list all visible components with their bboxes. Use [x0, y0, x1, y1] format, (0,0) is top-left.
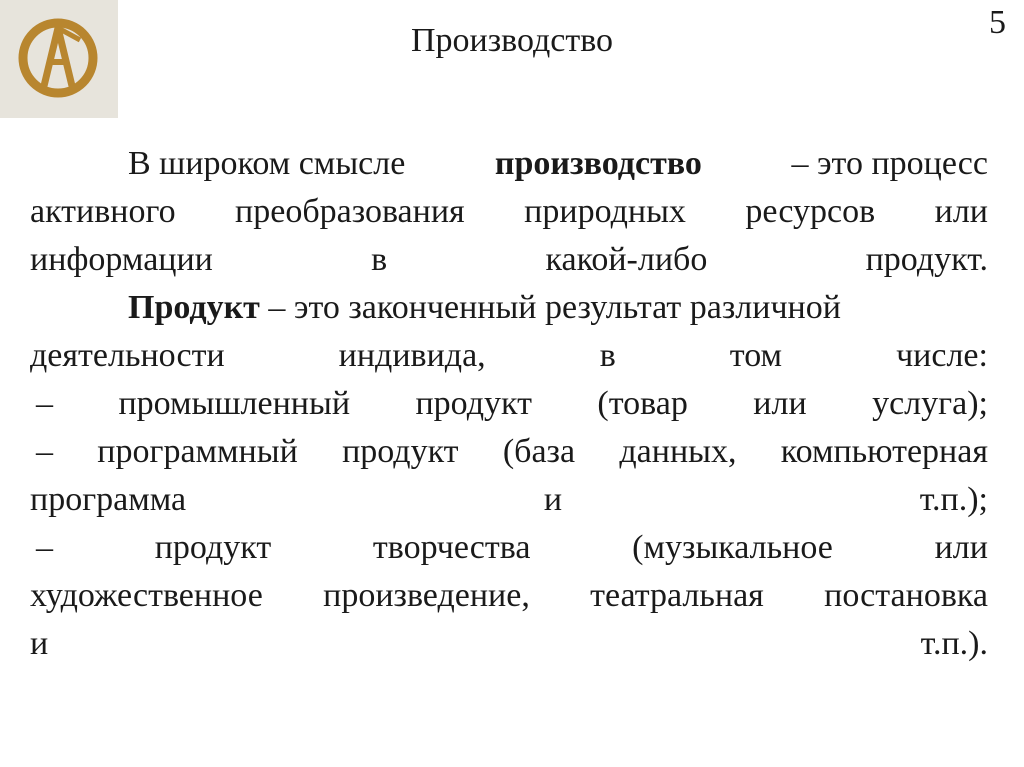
word: т.п.);: [919, 481, 988, 518]
word: индивида,: [338, 337, 486, 374]
dash-marker: –: [36, 385, 53, 422]
list-item: [30, 428, 988, 476]
word: природных: [524, 193, 686, 230]
term-product: Продукт: [128, 289, 260, 326]
word: (товар: [597, 385, 688, 422]
text-segment: – это законченный результат различной: [268, 289, 841, 326]
word: том: [729, 337, 783, 374]
word: постановка: [824, 577, 988, 614]
term-production: производство: [494, 145, 702, 182]
list-item: [30, 380, 988, 428]
word: продукт: [415, 385, 532, 422]
text-segment: – это процесс: [791, 145, 988, 182]
word: информации: [30, 241, 213, 278]
list-item: [30, 524, 988, 572]
text-line: [30, 236, 988, 284]
word: в: [371, 241, 388, 278]
word: или: [934, 529, 988, 566]
text-line: [30, 284, 988, 332]
word: программный: [97, 433, 298, 470]
word: театральная: [590, 577, 764, 614]
word: (база: [502, 433, 576, 470]
word: (музыкальное: [632, 529, 833, 566]
word: или: [753, 385, 807, 422]
word: числе:: [896, 337, 988, 374]
word: компьютерная: [780, 433, 988, 470]
dash-marker: –: [36, 433, 53, 470]
dash-marker: –: [36, 529, 53, 566]
word: данных,: [619, 433, 737, 470]
text-line: [30, 620, 988, 668]
word: продукт: [342, 433, 459, 470]
word: активного: [30, 193, 176, 230]
text-line: [30, 188, 988, 236]
text-line: [30, 476, 988, 524]
slide-title: Производство: [410, 22, 614, 59]
word: творчества: [372, 529, 531, 566]
text-line: [30, 332, 988, 380]
word: в: [599, 337, 616, 374]
word: какой-либо: [545, 241, 708, 278]
word: промышленный: [118, 385, 351, 422]
word: продукт: [154, 529, 272, 566]
word: произведение,: [323, 577, 530, 614]
word: деятельности: [30, 337, 225, 374]
text-line: [30, 572, 988, 620]
word: услуга);: [872, 385, 988, 422]
word: продукт.: [865, 241, 988, 278]
word: или: [934, 193, 988, 230]
word: преобразования: [235, 193, 465, 230]
slide-body: [30, 140, 988, 668]
page-number: 5: [989, 4, 1006, 41]
word: и: [543, 481, 563, 518]
word: художественное: [30, 577, 263, 614]
word: ресурсов: [745, 193, 876, 230]
text-segment: В широком смысле: [128, 145, 406, 182]
word: программа: [30, 481, 187, 518]
word: т.п.).: [920, 625, 988, 662]
word: и: [30, 625, 49, 662]
text-line: [30, 140, 988, 188]
